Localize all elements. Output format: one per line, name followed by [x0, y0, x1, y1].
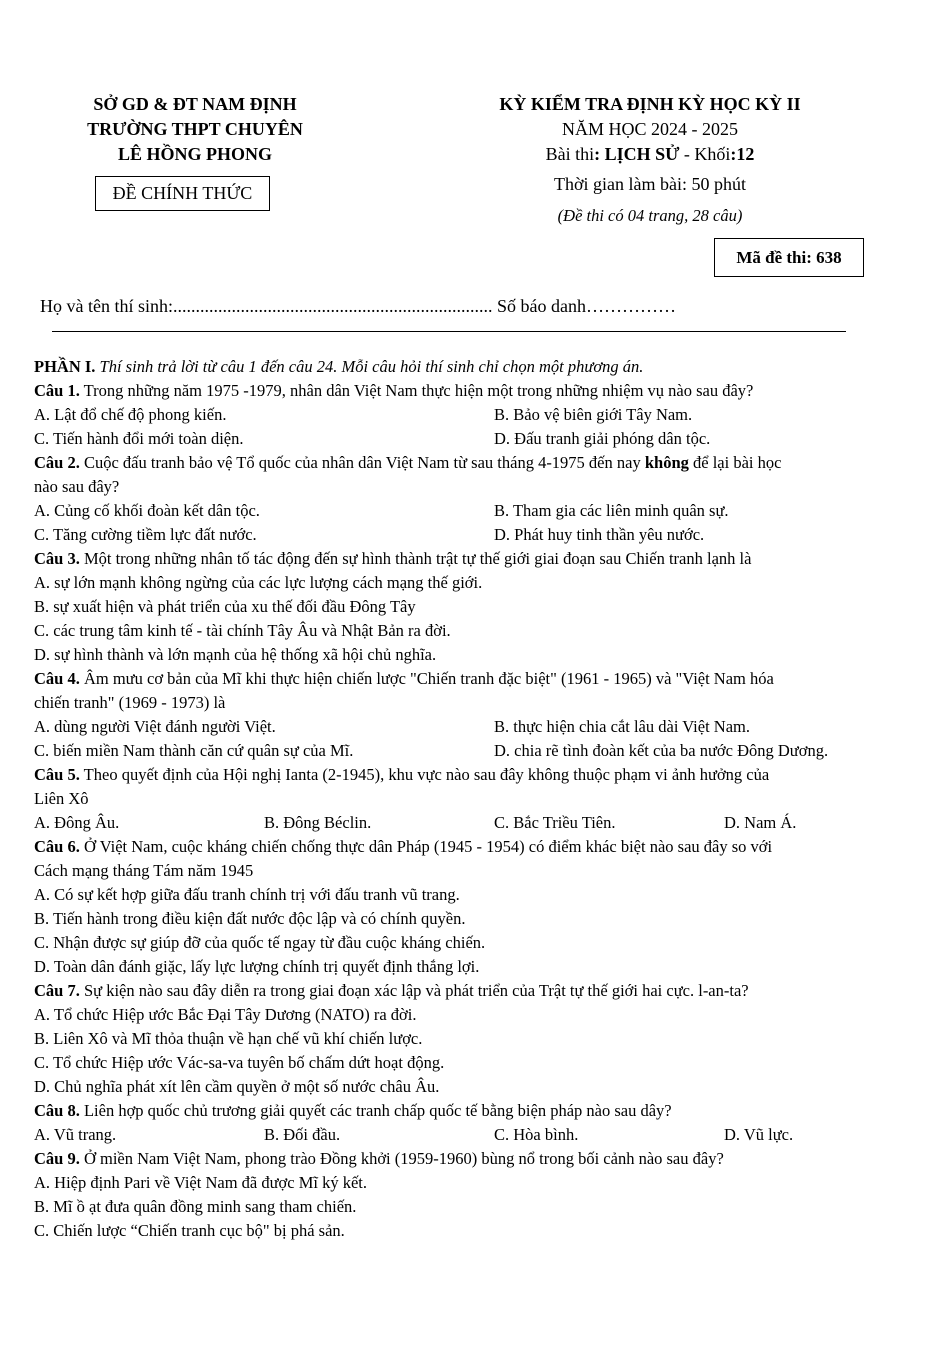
question-text: Cuộc đấu tranh bảo vệ Tổ quốc của nhân dân Việt Nam từ sau tháng 4-1975 đến nay	[79, 453, 645, 472]
option-b: B. Bảo vệ biên giới Tây Nam.	[494, 405, 693, 424]
question-text-line: nào sau đây?	[34, 477, 120, 496]
school-name: TRƯỜNG THPT CHUYÊN	[87, 119, 303, 139]
exam-title: KỲ KIỂM TRA ĐỊNH KỲ HỌC KỲ II	[499, 94, 801, 114]
question-text-line: Cách mạng tháng Tám năm 1945	[34, 861, 254, 880]
question-number: Câu 7.	[34, 981, 80, 1000]
options-row	[34, 523, 914, 547]
option-c: C. Nhận được sự giúp đỡ của quốc tế ngay từ đầu cuộc kháng chiến.	[34, 933, 486, 952]
exam-time: Thời gian làm bài: 50 phút	[554, 174, 746, 194]
option-d: D. Nam Á.	[724, 813, 797, 832]
question-number: Câu 8.	[34, 1101, 80, 1120]
part-label: PHẦN I.	[34, 357, 96, 376]
option-d: D. Phát huy tinh thần yêu nước.	[494, 525, 705, 544]
question-6	[34, 835, 914, 859]
subject-mid: - Khối	[679, 144, 731, 164]
question-text: Ở miền Nam Việt Nam, phong trào Đồng khởi (1959-1960) bùng nổ trong bối cảnh nào sau đây?	[79, 1149, 724, 1168]
question-number: Câu 3.	[34, 549, 80, 568]
question-9	[34, 1147, 914, 1171]
options-row	[34, 739, 914, 763]
exam-code-box: Mã đề thi: 638	[714, 238, 864, 277]
subject-name: : LỊCH SỬ	[594, 144, 680, 164]
option-a: A. sự lớn mạnh không ngừng của các lực lượng cách mạng thế giới.	[34, 573, 483, 592]
question-text-line: Liên Xô	[34, 789, 89, 808]
options-row	[34, 1123, 914, 1147]
option-b: B. Đông Béclin.	[264, 813, 372, 832]
option-d: D. Đấu tranh giải phóng dân tộc.	[494, 429, 711, 448]
question-number: Câu 2.	[34, 453, 80, 472]
question-number: Câu 9.	[34, 1149, 80, 1168]
options-row	[34, 427, 914, 451]
option-b: B. thực hiện chia cắt lâu dài Việt Nam.	[494, 717, 750, 736]
question-text: Âm mưu cơ bản của Mĩ khi thực hiện chiến lược "Chiến tranh đặc biệt" (1961 - 1965) và "Việt Nam hóa	[79, 669, 774, 688]
option-a: A. Đông Âu.	[34, 813, 120, 832]
exam-content	[34, 355, 914, 1243]
subject-grade: :12	[730, 144, 755, 164]
option-d: D. Vũ lực.	[724, 1125, 794, 1144]
options-row	[34, 715, 914, 739]
option-b: B. Tham gia các liên minh quân sự.	[494, 501, 729, 520]
exam-note: (Đề thi có 04 trang, 28 câu)	[557, 206, 743, 225]
part-1-heading	[34, 355, 914, 379]
question-text: Một trong những nhân tố tác động đến sự hình thành trật tự thế giới giai đoạn sau Chiến tranh lạnh là	[79, 549, 752, 568]
school-year: NĂM HỌC 2024 - 2025	[561, 119, 738, 139]
option-c: C. Chiến lược “Chiến tranh cục bộ" bị phá sản.	[34, 1221, 345, 1240]
options-row	[34, 403, 914, 427]
option-c: C. Tiến hành đổi mới toàn diện.	[34, 429, 244, 448]
option-a: A. Hiệp định Pari về Việt Nam đã được Mĩ ký kết.	[34, 1173, 368, 1192]
question-2	[34, 451, 914, 475]
school-name-2: LÊ HỒNG PHONG	[117, 144, 272, 164]
question-text: Liên hợp quốc chủ trương giải quyết các tranh chấp quốc tế bằng biện pháp nào sau dây?	[79, 1101, 672, 1120]
option-b: B. Tiến hành trong điều kiện đất nước độc lập và có chính quyền.	[34, 909, 466, 928]
option-a: A. Lật đổ chế độ phong kiến.	[34, 405, 227, 424]
option-c: C. Bắc Triều Tiên.	[494, 813, 616, 832]
question-text: Theo quyết định của Hội nghị Ianta (2-1945), khu vực nào sau đây không thuộc phạm vi ảnh hưởng của	[79, 765, 770, 784]
option-d: D. chia rẽ tình đoàn kết của ba nước Đông Dương.	[494, 741, 829, 760]
option-a: A. Có sự kết hợp giữa đấu tranh chính trị với đấu tranh vũ trang.	[34, 885, 460, 904]
option-a: A. Vũ trang.	[34, 1125, 117, 1144]
question-5	[34, 763, 914, 787]
header-divider	[52, 331, 846, 332]
school-header	[40, 92, 350, 167]
question-text-cont: để lại bài học	[688, 453, 782, 472]
question-text: Sự kiện nào sau đây diễn ra trong giai đoạn xác lập và phát triển của Trật tự thế giới hai cực. l-an-ta?	[79, 981, 749, 1000]
question-3	[34, 547, 914, 571]
option-a: A. Củng cố khối đoàn kết dân tộc.	[34, 501, 260, 520]
question-number: Câu 4.	[34, 669, 80, 688]
option-b: B. sự xuất hiện và phát triển của xu thế đối đầu Đông Tây	[34, 597, 416, 616]
subject-prefix: Bài thi	[545, 144, 595, 164]
option-d: D. Toàn dân đánh giặc, lấy lực lượng chính trị quyết định thắng lợi.	[34, 957, 480, 976]
options-row	[34, 811, 914, 835]
question-emphasis: không	[644, 453, 689, 472]
question-1	[34, 379, 914, 403]
option-c: C. biến miền Nam thành căn cứ quân sự của Mĩ.	[34, 741, 354, 760]
question-text: Ở Việt Nam, cuộc kháng chiến chống thực dân Pháp (1945 - 1954) có điểm khác biệt nào sau đây so với	[79, 837, 773, 856]
option-b: B. Mĩ ồ ạt đưa quân đồng minh sang tham chiến.	[34, 1197, 357, 1216]
option-c: C. Tăng cường tiềm lực đất nước.	[34, 525, 257, 544]
department-name: SỞ GD & ĐT NAM ĐỊNH	[93, 94, 297, 114]
official-stamp-box: ĐỀ CHÍNH THỨC	[95, 176, 270, 211]
option-a: A. Tổ chức Hiệp ước Bắc Đại Tây Dương (NATO) ra đời.	[34, 1005, 417, 1024]
options-row	[34, 499, 914, 523]
question-number: Câu 1.	[34, 381, 80, 400]
part-instruction: Thí sinh trả lời từ câu 1 đến câu 24. Mỗi câu hỏi thí sinh chỉ chọn một phương án.	[95, 357, 644, 376]
option-c: C. các trung tâm kinh tế - tài chính Tây Âu và Nhật Bản ra đời.	[34, 621, 451, 640]
student-info-line: Họ và tên thí sinh:....................................................................... Số báo danh……………	[40, 296, 676, 316]
option-a: A. dùng người Việt đánh người Việt.	[34, 717, 276, 736]
option-d: D. Chủ nghĩa phát xít lên cầm quyền ở một số nước châu Âu.	[34, 1077, 440, 1096]
subject-line	[440, 142, 860, 167]
question-text: Trong những năm 1975 -1979, nhân dân Việt Nam thực hiện một trong những nhiệm vụ nào sau đây?	[79, 381, 754, 400]
option-b: B. Liên Xô và Mĩ thỏa thuận về hạn chế vũ khí chiến lược.	[34, 1029, 423, 1048]
option-c: C. Tổ chức Hiệp ước Vác-sa-va tuyên bố chấm dứt hoạt động.	[34, 1053, 445, 1072]
option-b: B. Đối đầu.	[264, 1125, 341, 1144]
question-7	[34, 979, 914, 1003]
question-text-line: chiến tranh" (1969 - 1973) là	[34, 693, 226, 712]
question-4	[34, 667, 914, 691]
option-d: D. sự hình thành và lớn mạnh của hệ thống xã hội chủ nghĩa.	[34, 645, 437, 664]
question-number: Câu 5.	[34, 765, 80, 784]
option-c: C. Hòa bình.	[494, 1125, 579, 1144]
exam-header	[440, 92, 860, 167]
question-8	[34, 1099, 914, 1123]
question-number: Câu 6.	[34, 837, 80, 856]
